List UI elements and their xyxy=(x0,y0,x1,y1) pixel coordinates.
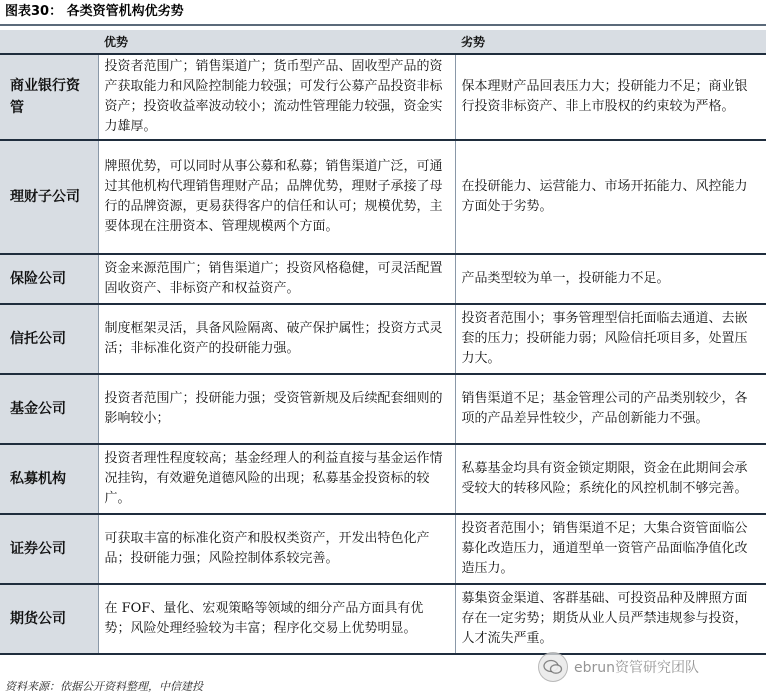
header-advantage: 优势 xyxy=(98,30,455,54)
title-rule xyxy=(0,24,766,26)
source-note: 资料来源：依据公开资料整理，中信建投 xyxy=(5,680,203,693)
institution-name: 私募机构 xyxy=(0,444,98,514)
table-row xyxy=(0,304,766,374)
table-row xyxy=(0,584,766,654)
table-row xyxy=(0,140,766,254)
advantage-cell: 资金来源范围广；销售渠道广；投资风格稳健，可灵活配置固收资产、非标资产和权益资产。 xyxy=(98,254,455,304)
disadvantage-cell: 在投研能力、运营能力、市场开拓能力、风控能力方面处于劣势。 xyxy=(455,140,766,254)
institution-name: 信托公司 xyxy=(0,304,98,374)
disadvantage-cell: 产品类型较为单一，投研能力不足。 xyxy=(455,254,766,304)
wechat-logo-icon xyxy=(538,652,568,682)
table-row xyxy=(0,374,766,444)
institution-name: 保险公司 xyxy=(0,254,98,304)
disadvantage-cell: 投资者范围小；事务管理型信托面临去通道、去嵌套的压力；投研能力弱；风险信托项目多，处置压力大。 xyxy=(455,304,766,374)
table-row xyxy=(0,254,766,304)
disadvantage-cell: 私募基金均具有资金锁定期限，资金在此期间会承受较大的转移风险；系统化的风控机制不够完善。 xyxy=(455,444,766,514)
institution-name: 商业银行资管 xyxy=(0,54,98,140)
table-row xyxy=(0,444,766,514)
header-disadvantage: 劣势 xyxy=(455,30,766,54)
figure-title: 图表30： 各类资管机构优劣势 xyxy=(5,4,184,19)
disadvantage-cell: 募集资金渠道、客群基础、可投资品种及牌照方面存在一定劣势；期货从业人员严禁违规参与投资，人才流失严重。 xyxy=(455,584,766,654)
advantage-cell: 可获取丰富的标准化资产和股权类资产，开发出特色化产品；投研能力强；风险控制体系较完善。 xyxy=(98,514,455,584)
watermark xyxy=(538,650,699,684)
advantage-cell: 投资者理性程度较高；基金经理人的利益直接与基金运作情况挂钩，有效避免道德风险的出现；私募基金投资标的较广。 xyxy=(98,444,455,514)
disadvantage-cell: 保本理财产品回表压力大；投研能力不足；商业银行投资非标资产、非上市股权的约束较为严格。 xyxy=(455,54,766,140)
advantage-cell: 投资者范围广；销售渠道广；货币型产品、固收型产品的资产获取能力和风险控制能力较强；可发行公募产品投资非标资产；投资收益率波动较小；流动性管理能力较强，资金实力雄厚。 xyxy=(98,54,455,140)
advantage-cell: 牌照优势，可以同时从事公募和私募；销售渠道广泛，可通过其他机构代理销售理财产品；品牌优势，理财子承接了母行的品牌资源，更易获得客户的信任和认可；规模优势，主要体现在注册资本、管理规模两个方面。 xyxy=(98,140,455,254)
advantage-cell: 制度框架灵活，具备风险隔离、破产保护属性；投资方式灵活；非标准化资产的投研能力强。 xyxy=(98,304,455,374)
institution-name: 证券公司 xyxy=(0,514,98,584)
table-row xyxy=(0,514,766,584)
header-name xyxy=(0,30,98,54)
institution-name: 期货公司 xyxy=(0,584,98,654)
disadvantage-cell: 销售渠道不足；基金管理公司的产品类别较少，各项的产品差异性较少，产品创新能力不强。 xyxy=(455,374,766,444)
header-row xyxy=(0,30,766,54)
table-row xyxy=(0,54,766,140)
advantage-cell: 投资者范围广；投研能力强；受资管新规及后续配套细则的影响较小； xyxy=(98,374,455,444)
comparison-table xyxy=(0,30,766,655)
disadvantage-cell: 投资者范围小；销售渠道不足；大集合资管面临公募化改造压力，通道型单一资管产品面临净值化改造压力。 xyxy=(455,514,766,584)
advantage-cell: 在 FOF、量化、宏观策略等领域的细分产品方面具有优势；风险处理经验较为丰富；程序化交易上优势明显。 xyxy=(98,584,455,654)
institution-name: 理财子公司 xyxy=(0,140,98,254)
watermark-text: ebrun资管研究团队 xyxy=(574,660,700,676)
institution-name: 基金公司 xyxy=(0,374,98,444)
